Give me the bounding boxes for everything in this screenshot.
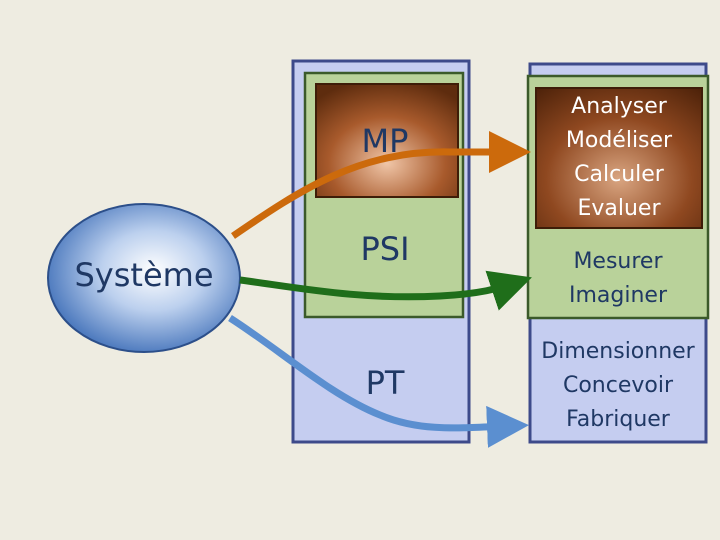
psi-label: PSI xyxy=(360,230,410,268)
mp-label: MP xyxy=(361,122,409,160)
system-label: Système xyxy=(74,256,214,294)
pt-activity-list xyxy=(530,335,706,437)
activity-calculer: Calculer xyxy=(574,162,664,187)
activity-mesurer: Mesurer xyxy=(573,249,663,274)
activity-evaluer: Evaluer xyxy=(577,196,661,221)
activity-modeliser: Modéliser xyxy=(565,128,673,153)
pt-label: PT xyxy=(365,364,405,402)
mp-activity-list xyxy=(536,90,702,226)
activity-imaginer: Imaginer xyxy=(568,283,667,308)
activity-fabriquer: Fabriquer xyxy=(566,407,670,432)
activity-analyser: Analyser xyxy=(571,94,667,119)
activity-concevoir: Concevoir xyxy=(562,373,674,398)
psi-activity-list xyxy=(530,245,706,313)
activity-dimensionner: Dimensionner xyxy=(541,339,695,364)
